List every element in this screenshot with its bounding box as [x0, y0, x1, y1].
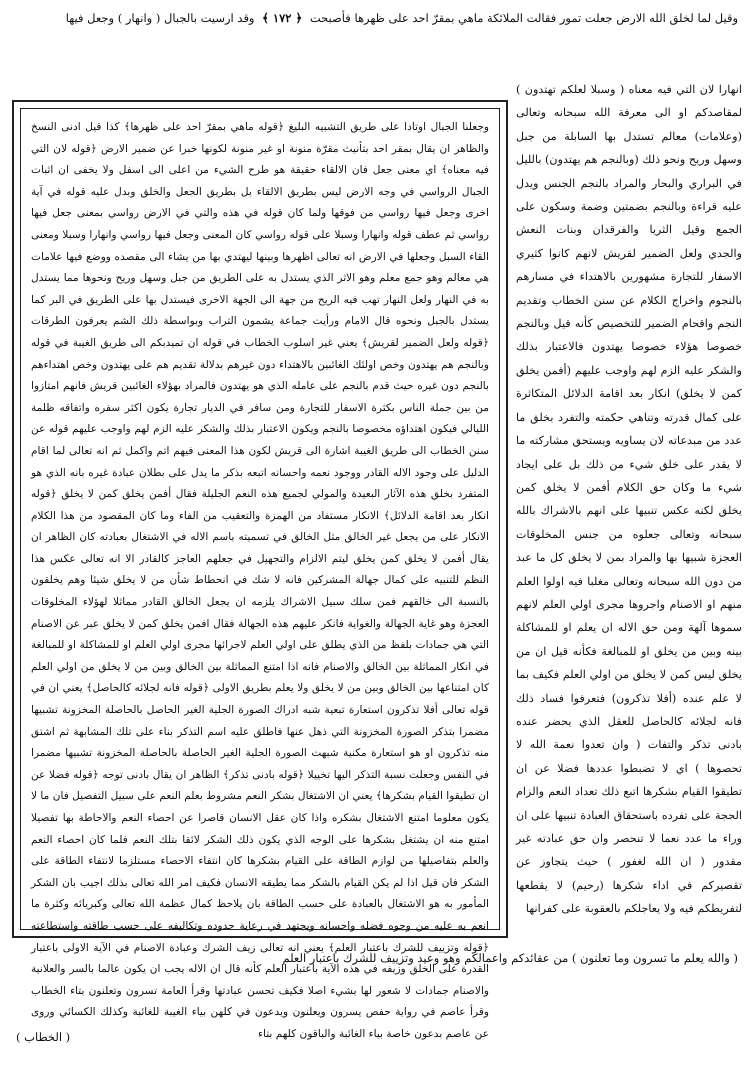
page-number: ﴿ ١٧٢ ﴾	[262, 11, 303, 25]
page-header	[12, 4, 738, 32]
main-text-frame	[12, 100, 508, 1040]
margin-commentary: انهارا لان التي فيه معناه ( وسبلا لعلكم تهتدون ) لمقاصدكم او الى معرفة الله سبحانه وتعالى (وعلامات) معالم تستدل بها السابلة من جبل وسهل وريح ونحو ذلك (وبالنجم هم يهتدون) بالليل في البراري والبحار والمراد بالنجم الجنس ويدل عليه قراءة وبالنجم بضمتين وضمة وسكون على الجمع وقيل الثريا والفرقدان وبنات النعش والجدي ولعل الضمير لقريش لانهم كانوا كثيري الاسفار للتجارة مشهورين بالاهتداء في مسارهم بالنجوم واخراج الكلام عن سنن الخطاب وتقديم النجم واقحام الضمير للتخصيص كأنه قيل وبالنجم خصوصا هؤلاء خصوصا يهتدون فالاعتبار بذلك والشكر عليه الزم لهم واوجب عليهم (أفمن يخلق كمن لا يخلق) انكار بعد اقامة الدلائل المتكاثرة على كمال قدرته وتناهي حكمته والتفرد بخلق ما عدد من مبدعاته لان يساويه ويستحق مشاركته ما لا يقدر على خلق شيء من ذلك بل على ايجاد شيء ما وكان حق الكلام أفمن لا يخلق كمن يخلق لكنه عكس تنبيها على انهم بالاشراك بالله سبحانه وتعالى جعلوه من جنس المخلوقات العجزة شبيها بها والمراد بمن لا يخلق كل ما عبد من دون الله سبحانه وتعالى مغلبا فيه اولوا العلم منهم او الاصنام واجروها مجرى اولي العلم لانهم سموها آلهة ومن حق الاله ان يعلم او للمشاكلة بينه وبين من يخلق او للمبالغة فكأنه قيل ان من يخلق ليس كمن لا يخلق من اولي العلم فكيف بما لا علم عنده (أفلا تذكرون) فتعرفوا فساد ذلك فانه لجلائه كالحاصل للعقل الذي يحضر عنده بادنى تذكر والتفات ( وان تعدوا نعمة الله لا تحصوها ) اي لا تضبطوا عددها فضلا عن ان تطيقوا القيام بشكرها اتبع ذلك تعداد النعم والزام الحجة على تفرده باستحقاق العبادة تنبيها على ان وراء ما عدد نعما لا تنحصر وان حق عبادته غير مقدور ( ان الله لغفور ) حيث يتجاوز عن تقصيركم في اداء شكرها (رحيم) لا يقطعها لتفريطكم فيه ولا يعاجلكم بالعقوبة على كفرانها	[516, 83, 742, 916]
footer-line: ( والله يعلم ما تسرون وما تعلنون ) من عقائدكم واعمالكم وهو وعيد وتزييف للشرك باعتبار العلم	[282, 951, 738, 965]
header-left-text: وقد ارسيت بالجبال ( وانهار ) وجعل فيها	[65, 11, 255, 25]
main-commentary: وجعلنا الجبال اوتادا على طريق التشبيه البليغ ﴿قوله ماهي بمقرّ احد على ظهرها﴾ كذا قيل ادنى النسخ والظاهر ان يقال بمقر احد بتأنيث مقرّة منونة او غير منونة لكونها خبرا عن ضمير الارض ﴿قوله لان التي فيه معناه﴾ اي معنى جعل فان الالقاء حقيقة هو طرح الشيء من اعلى الى اسفل ولا يخفى ان اثبات الجبال الرواسي في وجه الارض ليس بطريق الالقاء بل بطريق الجعل والخلق وبدل عليه قوله في آية اخرى وجعل فيها رواسي من فوقها ولما كان قوله في هذه والتي في الارض رواسي بمعنى جعل فيها رواسي ثم عطف قوله وانهارا وسبلا على قوله رواسي كان المعنى وجعل فيها رواسي وانهارا وسبلا ومعنى القاء السبل وجعلها في الارض انه تعالى اظهرها وبينها ليهتدي بها من يشاء الى مقصده ووضع فيها علامات هي معالم وهو جمع معلم وهو الاثر الذي يستدل به على الطريق من جبل وسهل وريح ونحوها مما يستدل به في النهار ولعل النهار تهب فيه الريح من جهة الى الجهة الاخرى فيستدل بها على الطريق في البر كما يستدل بالجبل ونحوه قال الامام ورأيت جماعة يشمون التراب وبواسطة ذلك الشم يعرفون الطرقات ﴿قوله ولعل الضمير لقريش﴾ يعني غير اسلوب الخطاب في قوله ان تميدبكم الى طريق الغيبة في قوله وبالنجم هم يهتدون وخص اولئك الغائبين بالاهتداء دون غيرهم بدلالة تقديم هم على يهتدون وخص اهتداءهم بالنجم دون غيره حيث قدم بالنجم على عامله الذي هو يهتدون فالمراد بهؤلاء الغائبين قريش فانهم امتازوا من بين جملة الناس بكثرة الاسفار للتجارة ومن سافر في الديار تجارة يكون اكثر سفره واتفاقه ظلمة الليالي فيكون اهتداؤه مخصوصا بالنجم ويكون الاعتبار بذلك والشكر عليه الزم لهم واوجب عليهم قوله عن سنن الخطاب الى طريق الغيبة اشارة الى قريش لكون هذا المعنى فيهم اتم واكمل ثم انه تعالى لما اقام الدليل على وجود الاله القادر ووجود نعمه واحسانه اتبعه بذكر ما يدل على بطلان عبادة غيره بانه الذي هو المتفرد بخلق هذه الآثار البعيدة والمولي لجميع هذه النعم الجليلة فقال أفمن يخلق كمن لا يخلق ﴿قوله انكار بعد اقامة الدلائل﴾ الانكار مستفاد من الهمزة والتعقيب من الفاء وما كان المقصود من هذا الكلام الانكار على من يجعل غير الخالق مثل الخالق في تسميته باسم الاله في الاشتغال بعبادته كان الظاهر ان يقال أفمن لا يخلق كمن يخلق ليتم الالزام والتجهيل في جعلهم العاجز كالقادر الا انه تعالى عكس هذا النظم للتنبيه على كمال جهالة المشركين فانه لا شك في انحطاط شأن من لا يخلق شيئا وهم يخلقون بالنسبة الى خالقهم فمن سلك سبيل الاشراك يلزمه ان يجعل الخالق القادر مماثلا لهؤلاء المخلوقات العجزة وهو غاية الجهالة والغواية فانكر عليهم هذه الجهالة فقال افمن يخلق كمن لا يخلق عبر عن الاصنام التي هي جمادات بلفظ من الذي يطلق على اولي العلم لاجرائها مجرى اولي العلم او للمشاكلة او للمبالغة في انكار المماثلة بين الخالق والاصنام فانه اذا امتنع المماثلة بين الخالق وبين من لا يخلق من اولي العلم كان امتناعها بين الخالق وبين من لا يخلق ولا يعلم بطريق الاولى ﴿قوله فانه لجلائه كالحاصل﴾ يعني ان في قوله تعالى أفلا تذكرون استعارة تبعية شبه ادراك الصورة الجلية الغير الحاصل بالحاصلة المخزونة تشبيها مضمرا بتذكر الصورة المخزونة التي ذهل عنها فاطلق عليه اسم التذكر بناء على تلك المشابهة ثم اشتق منه تذكرون او هو استعارة مكنية شبهت الصورة الجلية الغير الحاصلة بالحاصلة المخزونة تشبيها مضمرا في النفس وجعلت نسبة التذكر اليها تخييلا ﴿قوله بادنى تذكر﴾ الظاهر ان يقال بادنى توجه ﴿قوله فضلا عن ان تطيقوا القيام بشكرها﴾ يعني ان الاشتغال بشكر النعم مشروط بعلم النعم على سبيل التفصيل فان ما لا يكون معلوما امتنع الاشتغال بشكره واذا كان عقل الانسان قاصرا عن احصاء النعم والاحاطة بها تفصيلا امتنع منه ان يشتغل بشكرها على الوجه الذي يكون ذلك الشكر لائقا بتلك النعم فلما كان احصاء النعم والعلم بتفاصيلها من لوازم الطاقة على القيام بشكرها كان انتفاء الاحصاء مستلزما لانتفاء الطاقة على الشكر فان قيل اذا لم يكن القيام بالشكر مما يطيقه الانسان فكيف امر الله تعالى بذلك اجيب بان الشكر المأمور به هو الاشتغال بالعبادة على حسب الطاقة بان يلاحظ كمال عظمة الله تعالى وكبريائه وكثرة ما انعم به عليه من وجوه فضله واحسانه ويجتهد في رعاية حدوده وتكاليفه على حسب طاقته واستطاعته ﴿قوله وتزييف للشرك باعتبار العلم﴾ يعني انه تعالى زيف الشرك وعبادة الاصنام في الآية الاولى باعتبار القدرة على الخلق وزيفه في هذه الآية باعتبار العلم كأنه قال ان الاله يجب ان يكون عالما بالسر والعلانية والاصنام جمادات لا شعور لها بشيء اصلا فكيف تحسن عبادتها وقرأ العامة تسرون وتعلنون بتاء الخطاب وقرأ عاصم في رواية حفص يسرون ويعلنون ويدعون في كلهن بياء الغيبة للغائبة وكذلك الكسائي وروى عن عاصم بدعون خاصة بياء الغائبة والباقون كلهم بتاء	[31, 121, 489, 1040]
catchword: ( الخطاب )	[16, 1030, 71, 1044]
header-right-text: وقيل لما لخلق الله الارض جعلت تمور فقالت الملائكة ماهي بمقرّ احد على ظهرها فأصبحت	[309, 11, 738, 25]
main-text-inner-border	[20, 108, 500, 1040]
